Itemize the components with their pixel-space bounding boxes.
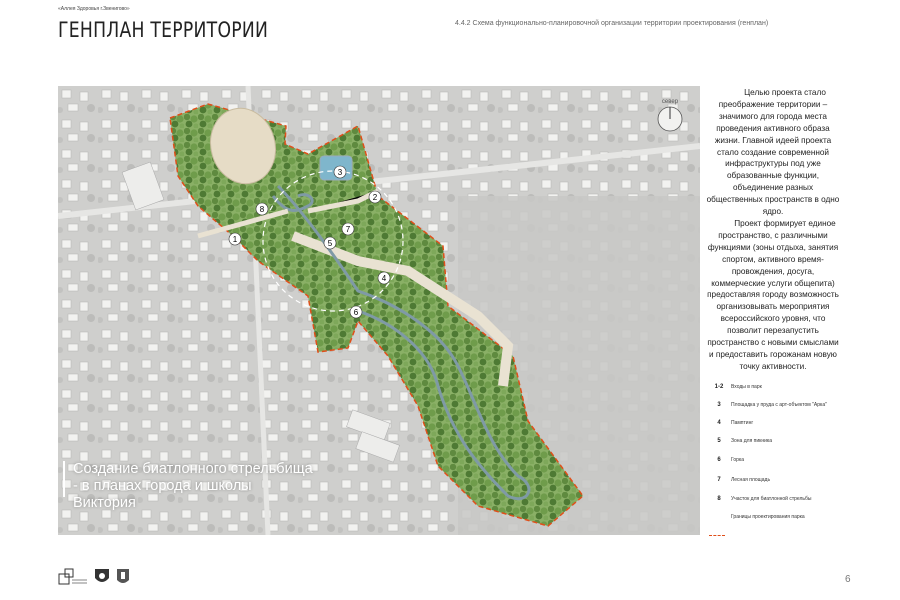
legend-number: 7 [717, 477, 721, 483]
top-caption: «Аллея Здоровья г.Звенигово» [58, 6, 130, 12]
description-paragraph-2: Проект формирует единое пространство, с различными функциями (зоны отдыха, занятия спортом, активного время-провождения, досуга, коммерческие услуги общепита) предоставляя городу возможность организовывать мероприятия всероссийского уровня, что позволит перезапустить пространство с новыми смыслами и предоставить горожанам новую точку активности. [707, 218, 839, 371]
legend-number: 3 [717, 402, 721, 408]
map-caption: Создание биатлонного стрельбища - в планах города и школы Виктория [73, 461, 313, 511]
legend-label: Горка [731, 457, 745, 463]
legend-number: 4 [717, 420, 721, 426]
legend-label: Лесная площадь [731, 477, 771, 483]
legend-label: Границы проектирования парка [731, 514, 805, 520]
page-number: 6 [845, 574, 851, 585]
legend-item [707, 382, 857, 392]
north-label: север [661, 99, 679, 105]
legend-item [707, 475, 857, 485]
marker-3-label: 3 [337, 168, 343, 177]
legend-label: Входы в парк [731, 384, 762, 390]
legend-item [707, 418, 857, 428]
legend-label: Площадка у пруда с арт-объектом "Арка" [731, 402, 827, 408]
legend-item [707, 512, 857, 522]
page-subtitle: 4.4.2 Схема функционально-планировочной организации территории проектирования (генплан) [455, 20, 769, 27]
marker-6-label: 6 [353, 308, 359, 317]
legend-label: Участок для биатлонной стрельбы [731, 496, 812, 502]
coat-of-arms-icon [94, 568, 110, 586]
marker-1-label: 1 [232, 235, 238, 244]
project-description [706, 87, 840, 373]
legend-item [707, 455, 857, 465]
legend-number: 8 [717, 496, 721, 502]
legend-item [707, 494, 857, 504]
boundary-line-icon [709, 535, 725, 536]
logos [58, 568, 130, 586]
emblem-icon [116, 568, 130, 586]
marker-5-label: 5 [327, 239, 333, 248]
legend-number: 5 [717, 438, 721, 444]
marker-2-label: 2 [372, 193, 378, 202]
page-title: ГЕНПЛАН ТЕРРИТОРИИ [58, 18, 269, 42]
legend-item [707, 436, 857, 446]
legend-item [707, 400, 857, 410]
legend-number: 1-2 [714, 384, 724, 390]
legend-label: Зона для пикника [731, 438, 772, 444]
legend-label: Памптинг [731, 420, 754, 426]
marker-7-label: 7 [345, 225, 351, 234]
caption-bar [63, 461, 65, 497]
studio-logo-icon [58, 568, 88, 586]
north-arrow-icon [658, 107, 682, 131]
legend-item-boundary [707, 530, 857, 540]
description-paragraph-1: Целью проекта стало преображение территории – значимого для города места проведения активного образа жизни. Главной идеей проекта стало создание современной инфраструктуры под уже образованные функции, объединение разных общественных пространств в одно ядро. [706, 88, 840, 217]
marker-4-label: 4 [381, 274, 387, 283]
marker-8-label: 8 [259, 205, 265, 214]
legend-number: 6 [717, 457, 721, 463]
